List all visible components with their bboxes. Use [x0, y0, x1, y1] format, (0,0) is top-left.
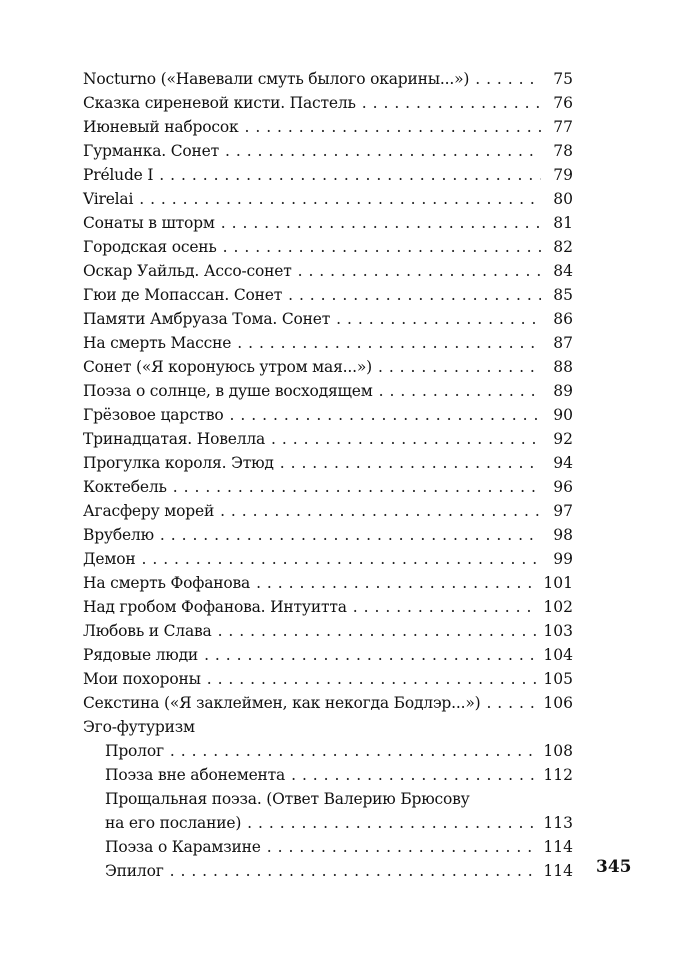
toc-entry-page: 89 [553, 382, 573, 400]
toc-entry [83, 67, 573, 91]
dot-leader [267, 835, 538, 859]
page-number: 345 [596, 857, 632, 877]
toc-entry-page: 101 [543, 574, 573, 592]
dot-leader [280, 451, 541, 475]
toc-entry [83, 139, 573, 163]
toc-entry [83, 547, 573, 571]
toc-entry-page: 97 [553, 502, 573, 520]
toc-entry-title: Грёзовое царство [83, 406, 224, 424]
toc-entry-page: 90 [553, 406, 573, 424]
toc-subentry [83, 739, 573, 763]
toc-entry-page: 78 [553, 142, 573, 160]
toc-section-heading [83, 715, 573, 739]
toc-entry [83, 91, 573, 115]
dot-leader [170, 739, 538, 763]
toc-entry [83, 523, 573, 547]
toc-entry-title: На смерть Массне [83, 334, 232, 352]
toc-entry-title: Секстина («Я заклеймен, как некогда Бодлэр...») [83, 694, 481, 712]
dot-leader [160, 523, 541, 547]
toc-entry [83, 115, 573, 139]
dot-leader [245, 115, 542, 139]
toc-entry-page: 88 [553, 358, 573, 376]
toc-entry-title: Врубелю [83, 526, 154, 544]
toc-subentry [83, 835, 573, 859]
toc-entry-title: Virelai [83, 190, 134, 208]
toc-entry-title: Городская осень [83, 238, 217, 256]
toc-entry-page: 99 [553, 550, 573, 568]
toc-entry [83, 475, 573, 499]
dot-leader [207, 667, 538, 691]
toc-entry-page: 105 [543, 670, 573, 688]
toc-entry [83, 307, 573, 331]
toc-entry [83, 691, 573, 715]
dot-leader [237, 331, 541, 355]
toc-entry-page: 82 [553, 238, 573, 256]
toc-entry-title: Июневый набросок [83, 118, 239, 136]
toc-entry-title: Prélude I [83, 166, 154, 184]
toc-entry-page: 104 [543, 646, 573, 664]
toc-subentry-line1 [83, 787, 573, 811]
toc-entry-title: Прогулка короля. Этюд [83, 454, 274, 472]
dot-leader [139, 187, 541, 211]
toc-subentry-page: 113 [543, 814, 573, 832]
toc-entry-page: 77 [553, 118, 573, 136]
toc-entry [83, 235, 573, 259]
toc-entry-page: 86 [553, 310, 573, 328]
dot-leader [225, 139, 541, 163]
toc-entry [83, 451, 573, 475]
toc-subentry-title: Пролог [105, 742, 164, 760]
toc-subentry-title-cont: на его послание) [105, 814, 242, 832]
dot-leader [220, 499, 541, 523]
toc-subentry-page: 114 [543, 862, 573, 880]
toc-entry [83, 571, 573, 595]
toc-subentry [83, 859, 573, 883]
toc-entry-title: Оскар Уайльд. Ассо-сонет [83, 262, 292, 280]
toc-entry-page: 79 [553, 166, 573, 184]
toc-entry-page: 103 [543, 622, 573, 640]
toc-entry [83, 355, 573, 379]
toc-subentry [83, 811, 573, 835]
toc-entry [83, 283, 573, 307]
toc-subentry-page: 112 [543, 766, 573, 784]
toc-entry-title: Демон [83, 550, 136, 568]
toc-entry [83, 187, 573, 211]
toc-entry [83, 427, 573, 451]
toc-entry-title: Рядовые люди [83, 646, 199, 664]
dot-leader [378, 355, 541, 379]
dot-leader [336, 307, 541, 331]
dot-leader [486, 691, 537, 715]
dot-leader [288, 283, 541, 307]
dot-leader [475, 67, 541, 91]
toc-entry-page: 76 [553, 94, 573, 112]
dot-leader [379, 379, 541, 403]
toc-entry-title: Гурманка. Сонет [83, 142, 219, 160]
dot-leader [230, 403, 541, 427]
toc-entry-title: Тринадцатая. Новелла [83, 430, 266, 448]
dot-leader [223, 235, 541, 259]
toc-entry-title: На смерть Фофанова [83, 574, 251, 592]
toc-entry [83, 595, 573, 619]
toc-entry-page: 94 [553, 454, 573, 472]
toc-entry [83, 643, 573, 667]
toc-entry-page: 92 [553, 430, 573, 448]
toc-entry-page: 81 [553, 214, 573, 232]
toc-entry-title: Гюи де Мопассан. Сонет [83, 286, 283, 304]
toc-entry-page: 102 [543, 598, 573, 616]
toc-entry-title: Сказка сиреневой кисти. Пастель [83, 94, 356, 112]
toc-entry-title: Любовь и Слава [83, 622, 212, 640]
toc-entry-page: 87 [553, 334, 573, 352]
dot-leader [362, 91, 541, 115]
toc-subentry-title: Поэза вне абонемента [105, 766, 286, 784]
toc-subentry-title: Поэза о Карамзине [105, 838, 261, 856]
toc-entry-title: Поэза о солнце, в душе восходящем [83, 382, 373, 400]
toc-entry-page: 106 [543, 694, 573, 712]
toc-entry [83, 499, 573, 523]
toc-entry [83, 331, 573, 355]
toc-entry [83, 163, 573, 187]
dot-leader [221, 211, 541, 235]
dot-leader [218, 619, 538, 643]
toc-entry-title: Сонаты в шторм [83, 214, 215, 232]
toc-entry-page: 75 [553, 70, 573, 88]
dot-leader [298, 259, 541, 283]
toc-entry [83, 211, 573, 235]
toc-entry-page: 80 [553, 190, 573, 208]
toc-entry [83, 619, 573, 643]
toc-subentry-page: 114 [543, 838, 573, 856]
dot-leader [204, 643, 537, 667]
toc-subentry-title: Прощальная поэза. (Ответ Валерию Брюсову [105, 790, 470, 808]
toc-entry [83, 259, 573, 283]
toc-subentry-title: Эпилог [105, 862, 164, 880]
dot-leader [142, 547, 542, 571]
toc-entry-title: Над гробом Фофанова. Интуитта [83, 598, 347, 616]
toc-entry-title: Коктебель [83, 478, 167, 496]
toc-section-title: Эго-футуризм [83, 718, 195, 736]
toc-entry-title: Агасферу морей [83, 502, 215, 520]
toc-entry-title: Памяти Амбруаза Тома. Сонет [83, 310, 331, 328]
dot-leader [291, 763, 537, 787]
dot-leader [256, 571, 537, 595]
toc-subentry-page: 108 [543, 742, 573, 760]
dot-leader [159, 163, 541, 187]
toc-subentry [83, 763, 573, 787]
toc-entry [83, 403, 573, 427]
table-of-contents [83, 67, 573, 883]
toc-entry [83, 667, 573, 691]
toc-entry-page: 96 [553, 478, 573, 496]
toc-entry [83, 379, 573, 403]
toc-entry-page: 98 [553, 526, 573, 544]
dot-leader [353, 595, 538, 619]
toc-entry-title: Сонет («Я коронуюсь утром мая...») [83, 358, 372, 376]
toc-entry-page: 84 [553, 262, 573, 280]
dot-leader [247, 811, 537, 835]
toc-entry-page: 85 [553, 286, 573, 304]
dot-leader [170, 859, 538, 883]
toc-entry-title: Мои похороны [83, 670, 201, 688]
toc-entry-title: Nocturno («Навевали смуть былого окарины...») [83, 70, 470, 88]
dot-leader [271, 427, 541, 451]
dot-leader [173, 475, 541, 499]
